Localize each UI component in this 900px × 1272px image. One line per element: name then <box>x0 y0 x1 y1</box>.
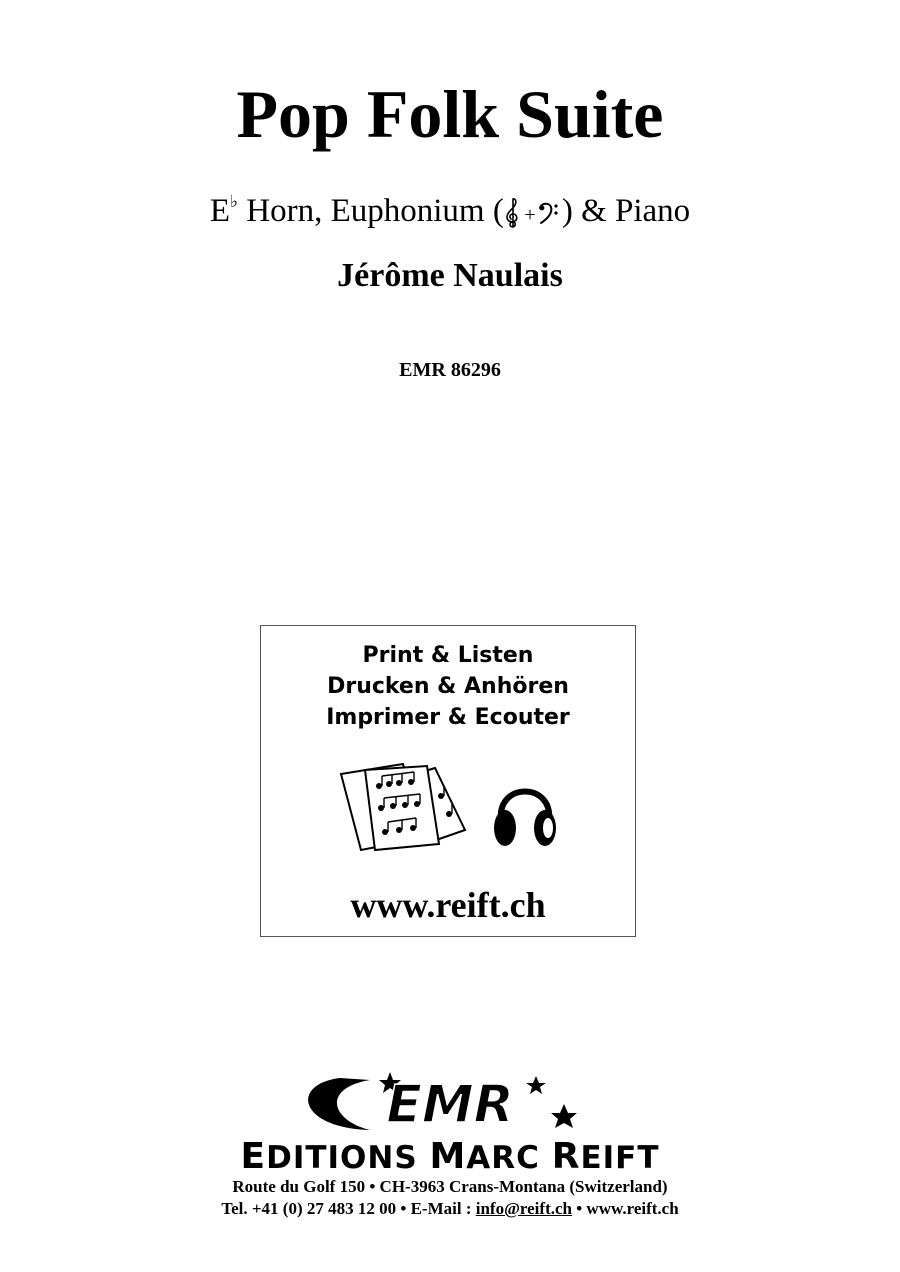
sheet-music-headphones-icon <box>339 762 569 862</box>
composer-name: Jérôme Naulais <box>337 257 563 294</box>
promo-line-english: Print & Listen <box>362 643 534 668</box>
emr-logo-text: EMR <box>386 1075 514 1135</box>
contact-line <box>0 1198 900 1220</box>
catalog-number: EMR 86296 <box>399 359 501 381</box>
instrumentation <box>0 184 900 231</box>
page-title: Pop Folk Suite <box>236 76 664 152</box>
promo-line-german: Drucken & Anhören <box>327 674 569 699</box>
treble-bass-clef-icon <box>504 196 562 230</box>
publisher-address <box>0 1176 900 1220</box>
flat-sign: ♭ <box>230 192 239 211</box>
instruments-text: Horn, Euphonium ( <box>238 193 504 229</box>
promo-line-french: Imprimer & Ecouter <box>326 705 570 730</box>
clef-plus: + <box>524 204 536 227</box>
publisher-word-editions: DITIONS <box>266 1140 418 1176</box>
publisher-name <box>0 1138 900 1177</box>
email-link[interactable]: info@reift.ch <box>475 1199 572 1218</box>
publisher-initial-r: R <box>551 1136 581 1177</box>
publisher-initial-m: M <box>429 1136 467 1177</box>
emr-logo <box>300 1072 600 1142</box>
promo-website-link[interactable]: www.reift.ch <box>350 885 546 925</box>
key-letter: E <box>209 193 230 229</box>
publisher-word-marc: ARC <box>466 1140 540 1176</box>
telephone-text: Tel. +41 (0) 27 483 12 00 • E-Mail : <box>221 1199 476 1218</box>
print-listen-box[interactable] <box>260 625 636 937</box>
instruments-text-end: ) & Piano <box>561 193 691 229</box>
address-line: Route du Golf 150 • CH-3963 Crans-Montana (Switzerland) <box>232 1177 668 1196</box>
publisher-initial-e: E <box>240 1136 267 1177</box>
website-text: • www.reift.ch <box>571 1199 679 1218</box>
publisher-word-reift: EIFT <box>580 1140 660 1176</box>
